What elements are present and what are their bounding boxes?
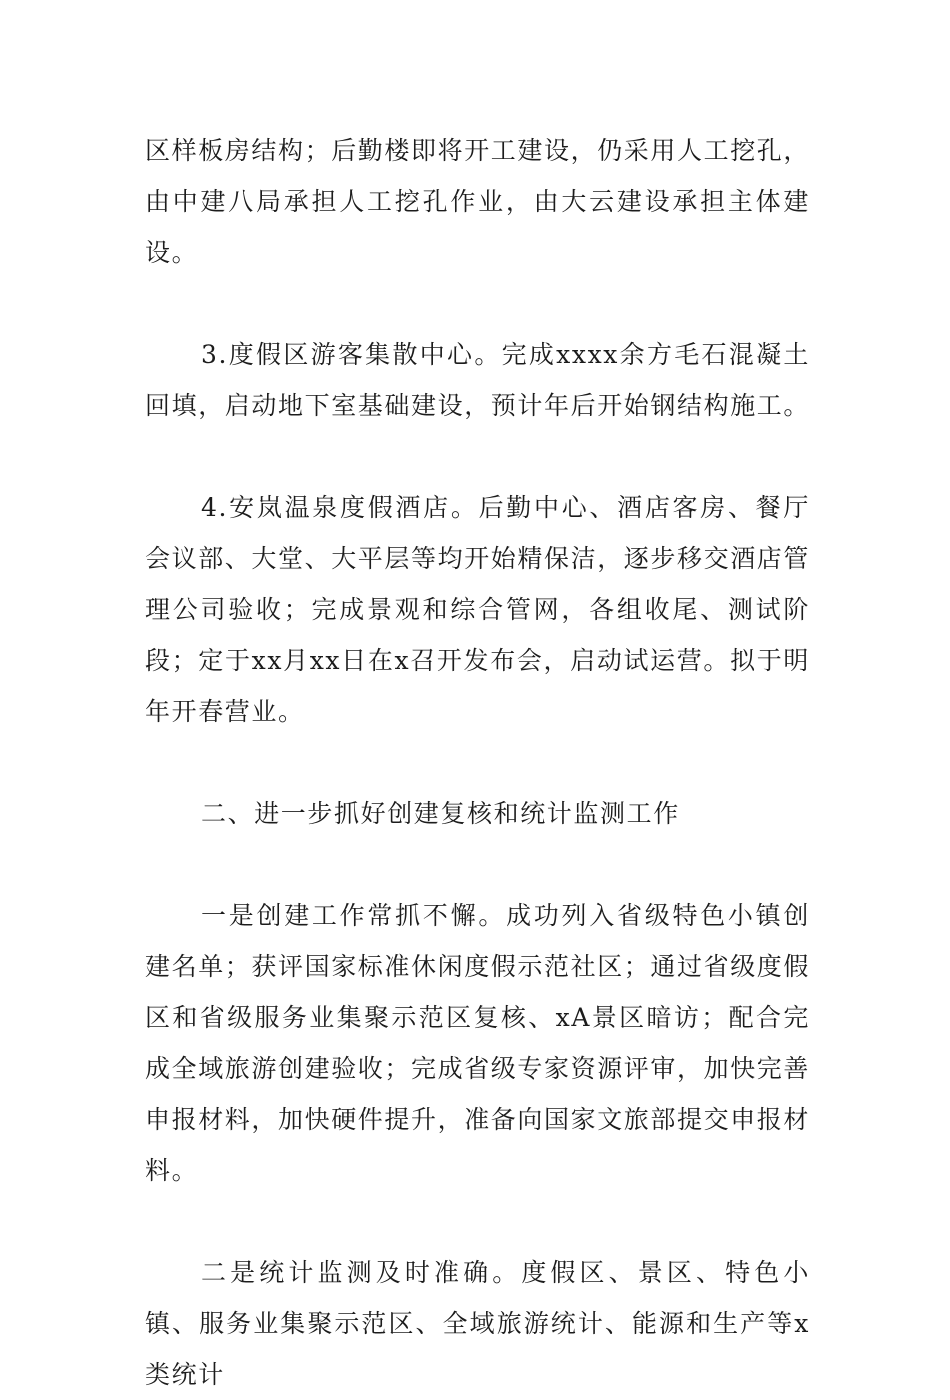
paragraph-visitor-center: 3.度假区游客集散中心。完成xxxx余方毛石混凝土回填，启动地下室基础建设，预计年后开始钢结构施工。 <box>145 340 811 420</box>
document-body <box>145 125 810 1400</box>
paragraph-statistics-monitoring: 二是统计监测及时准确。度假区、景区、特色小镇、服务业集聚示范区、全域旅游统计、能源和生产等x类统计 <box>145 1258 810 1389</box>
paragraph-creation-work: 一是创建工作常抓不懈。成功列入省级特色小镇创建名单；获评国家标准休闲度假示范社区；通过省级度假区和省级服务业集聚示范区复核、xA景区暗访；配合完成全域旅游创建验收；完成省级专家资源评审，加快完善申报材料，加快硬件提升，准备向国家文旅部提交申报材料。 <box>145 901 811 1185</box>
paragraph-continuation: 区样板房结构；后勤楼即将开工建设，仍采用人工挖孔，由中建八局承担人工挖孔作业，由大云建设承担主体建设。 <box>145 136 811 267</box>
section-heading: 二、进一步抓好创建复核和统计监测工作 <box>201 799 680 828</box>
paragraph-hot-spring-hotel: 4.安岚温泉度假酒店。后勤中心、酒店客房、餐厅会议部、大堂、大平层等均开始精保洁，逐步移交酒店管理公司验收；完成景观和综合管网，各组收尾、测试阶段；定于xx月xx日在x召开发布会，启动试运营。拟于明年开春营业。 <box>145 493 811 726</box>
